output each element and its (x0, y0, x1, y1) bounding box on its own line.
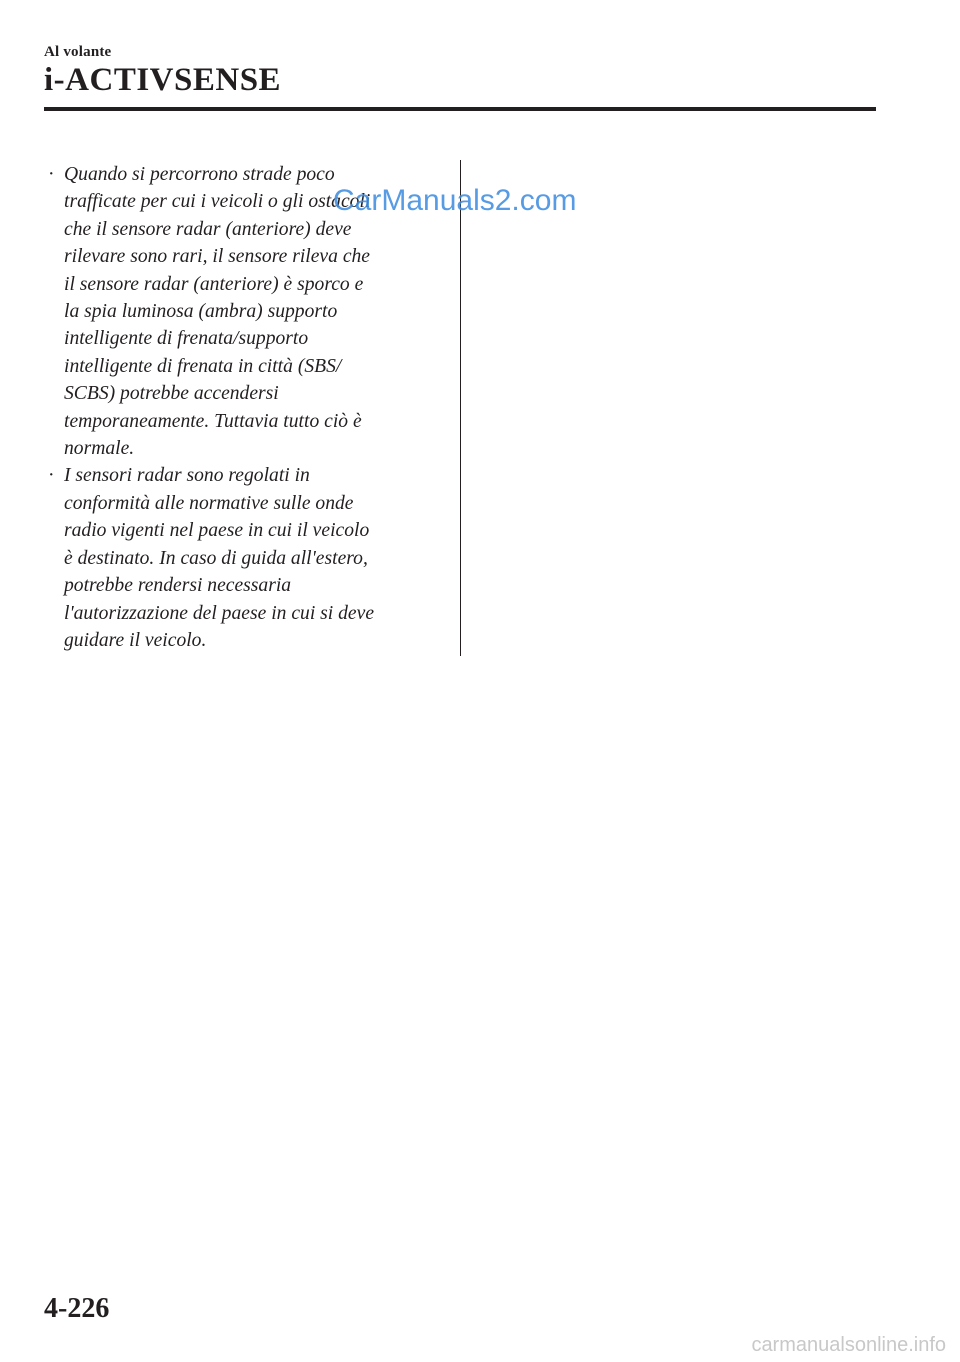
site-watermark: carmanualsonline.info (751, 1334, 946, 1356)
note-line: temporaneamente. Tuttavia tutto ciò è (64, 410, 362, 432)
chapter-title: i-ACTIVSENSE (44, 62, 282, 98)
title-rule (44, 107, 876, 111)
note-line: rilevare sono rari, il sensore rileva che (64, 246, 371, 268)
column-divider (460, 160, 461, 656)
notes-list (46, 161, 446, 654)
bullet-dot: · (48, 465, 55, 487)
page-number: 4-226 (44, 1293, 110, 1324)
note-line: conformità alle normative sulle onde (64, 492, 354, 514)
note-line: che il sensore radar (anteriore) deve (64, 218, 352, 240)
note-line: potrebbe rendersi necessaria (64, 575, 292, 597)
watermark: CarManuals2.com (333, 184, 577, 217)
note-line: è destinato. In caso di guida all'estero, (64, 547, 368, 569)
note-line: SCBS) potrebbe accendersi (64, 383, 279, 405)
note-line: il sensore radar (anteriore) è sporco e (64, 273, 364, 295)
note-line: normale. (64, 438, 135, 460)
note-item (46, 462, 446, 654)
note-line: intelligente di frenata/supporto (64, 328, 309, 350)
note-line: radio vigenti nel paese in cui il veicolo (64, 520, 370, 542)
note-line: guidare il veicolo. (64, 629, 207, 651)
note-line: la spia luminosa (ambra) supporto (64, 301, 338, 323)
section-label: Al volante (44, 44, 112, 60)
note-line: intelligente di frenata in città (SBS/ (64, 355, 342, 377)
note-line: I sensori radar sono regolati in (64, 465, 310, 487)
note-line: l'autorizzazione del paese in cui si deve (64, 602, 375, 624)
note-line: Quando si percorrono strade poco (64, 164, 335, 185)
note-line: trafficate per cui i veicoli o gli ostacoli (64, 191, 371, 213)
bullet-dot: · (48, 164, 55, 185)
